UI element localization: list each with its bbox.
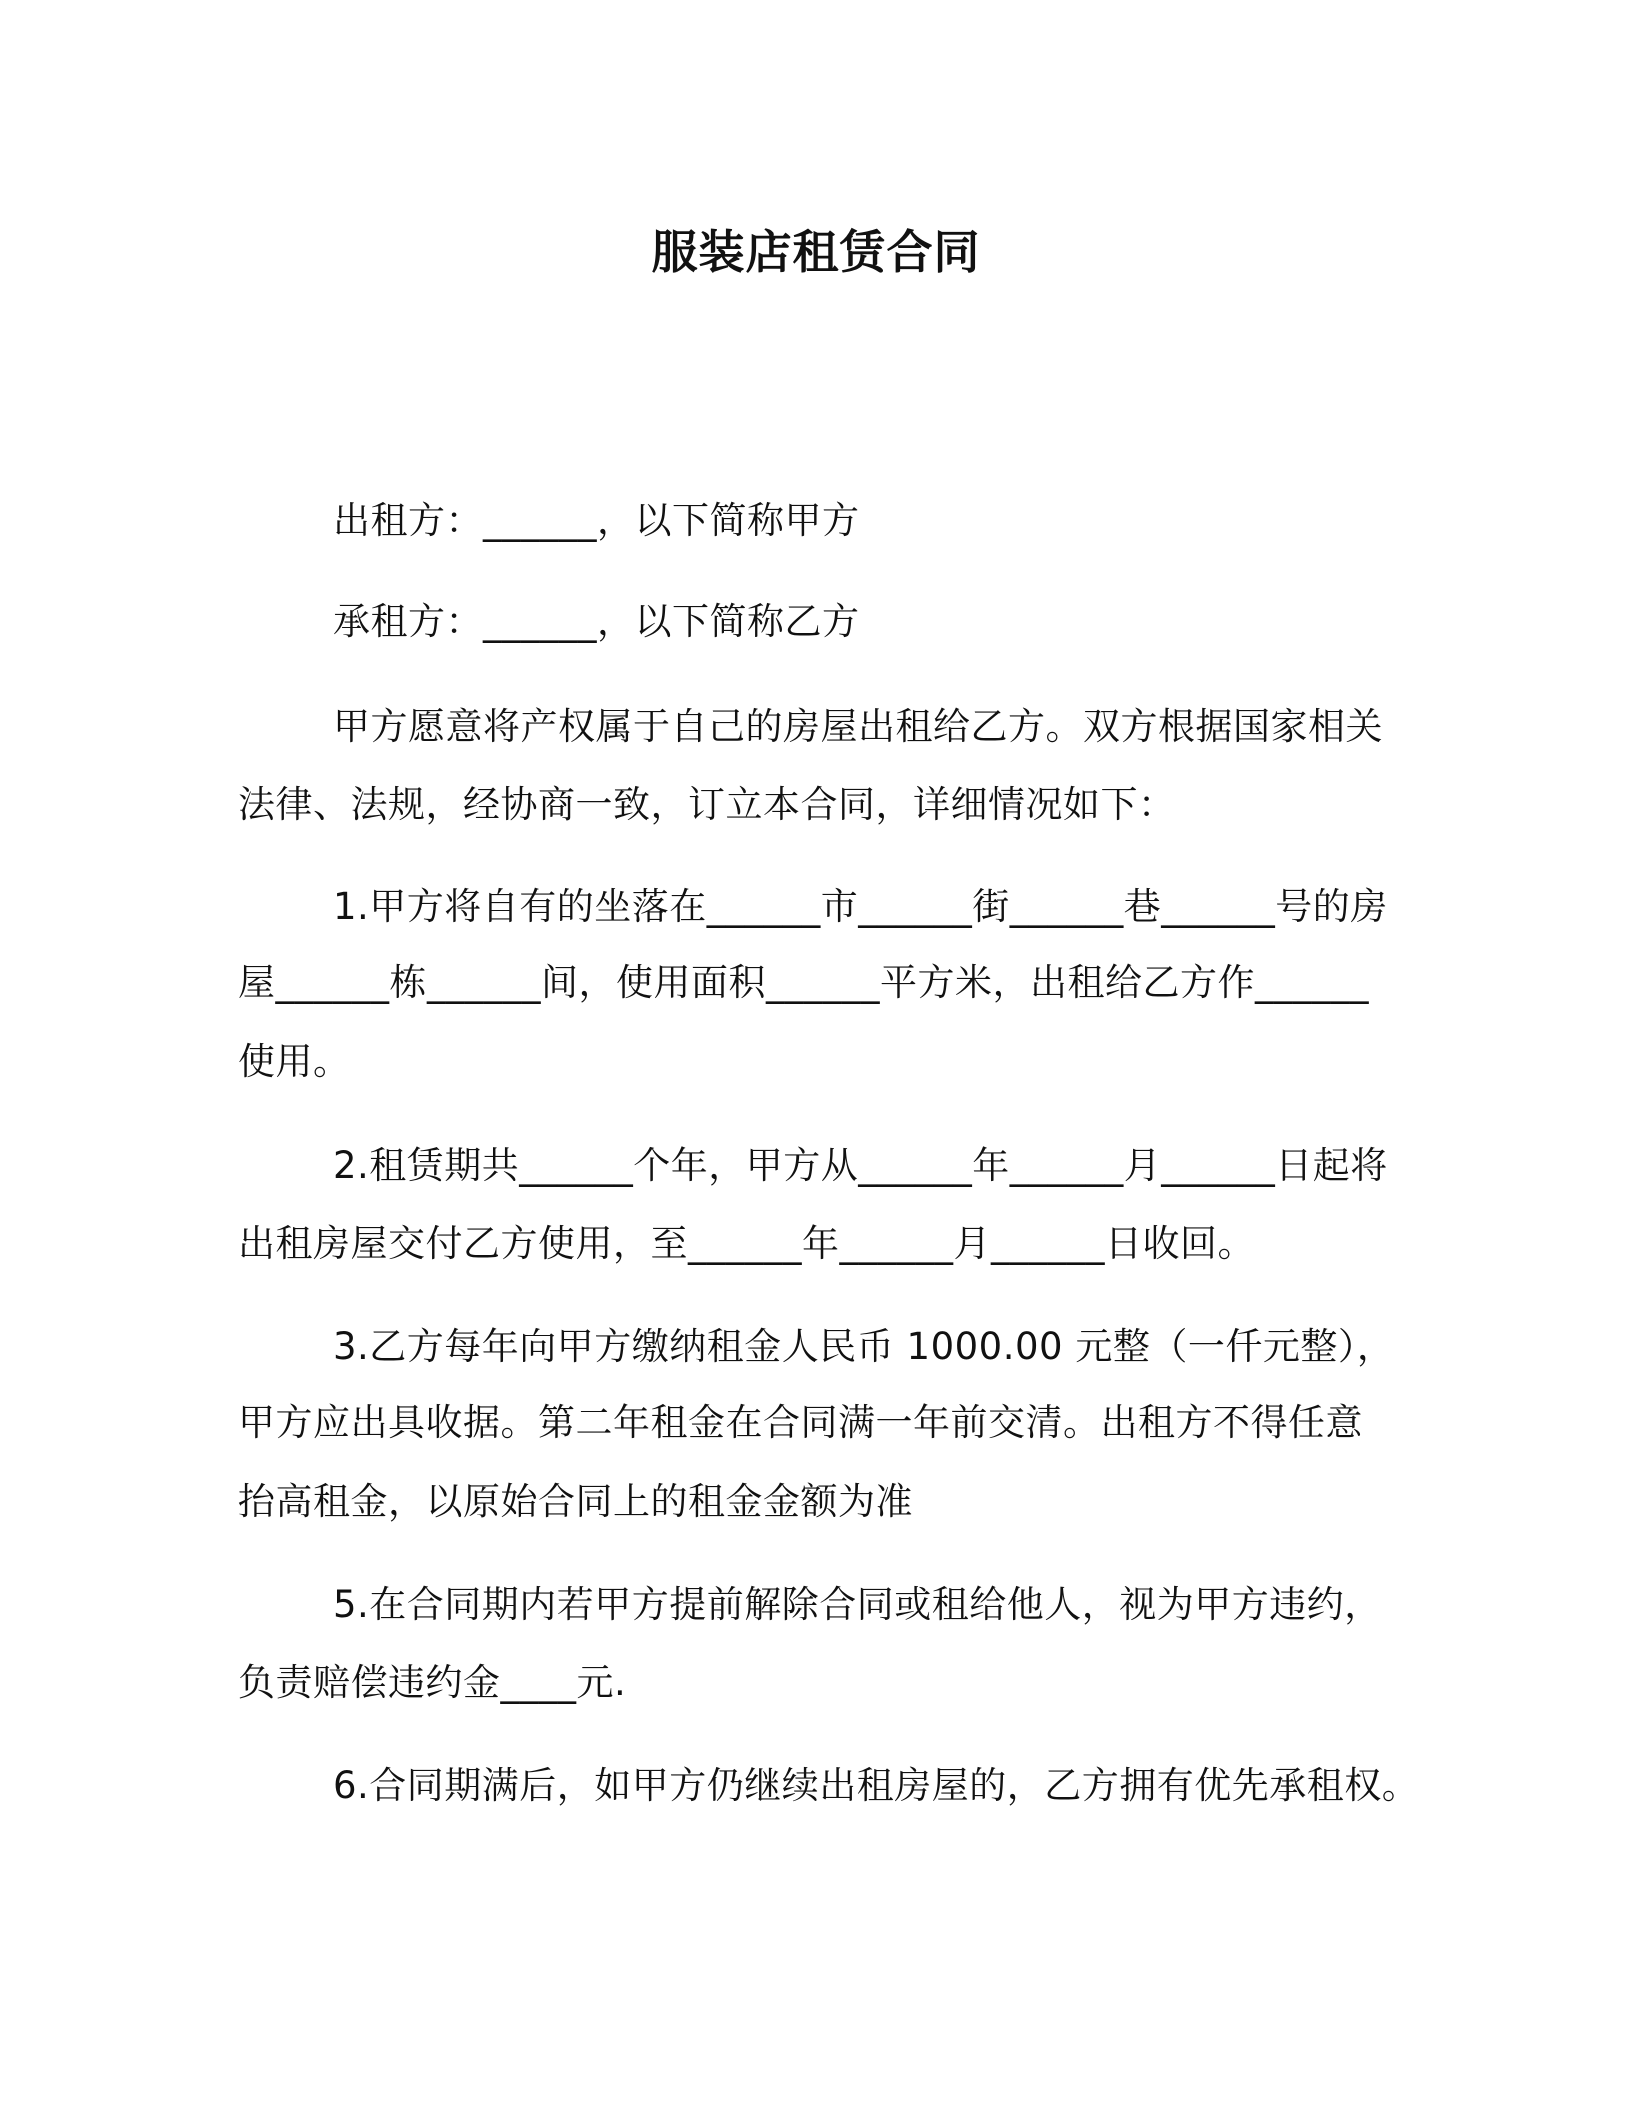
intro-paragraph-line-1: 甲方愿意将产权属于自己的房屋出租给乙方。双方根据国家相关: [333, 705, 1383, 748]
clause-3-line-1: 3.乙方每年向甲方缴纳租金人民币 1000.00 元整（一仟元整），: [333, 1325, 1395, 1368]
clause-5-line-2: 负责赔偿违约金____元.: [238, 1661, 627, 1704]
clause-5-line-1: 5.在合同期内若甲方提前解除合同或租给他人，视为甲方违约，: [333, 1583, 1382, 1626]
clause-3-line-3: 抬高租金，以原始合同上的租金金额为准: [238, 1480, 913, 1523]
clause-2-line-1: 2.租赁期共______个年，甲方从______年______月______日起将: [333, 1144, 1388, 1187]
lessor-line: 出租方：______，以下简称甲方: [333, 499, 860, 542]
lessee-line: 承租方：______，以下简称乙方: [333, 600, 860, 643]
clause-3-line-2: 甲方应出具收据。第二年租金在合同满一年前交清。出租方不得任意: [238, 1401, 1363, 1444]
clause-1-line-2: 屋______栋______间，使用面积______平方米，出租给乙方作______: [238, 961, 1369, 1004]
intro-paragraph-line-2: 法律、法规，经协商一致，订立本合同，详细情况如下：: [238, 783, 1176, 826]
clause-2-line-2: 出租房屋交付乙方使用，至______年______月______日收回。: [238, 1222, 1255, 1265]
document-title: 服装店租赁合同: [651, 225, 981, 279]
clause-1-line-3: 使用。: [238, 1040, 351, 1083]
clause-6-line-1: 6.合同期满后，如甲方仍继续出租房屋的，乙方拥有优先承租权。: [333, 1764, 1420, 1807]
clause-1-line-1: 1.甲方将自有的坐落在______市______街______巷______号的房: [333, 885, 1388, 928]
